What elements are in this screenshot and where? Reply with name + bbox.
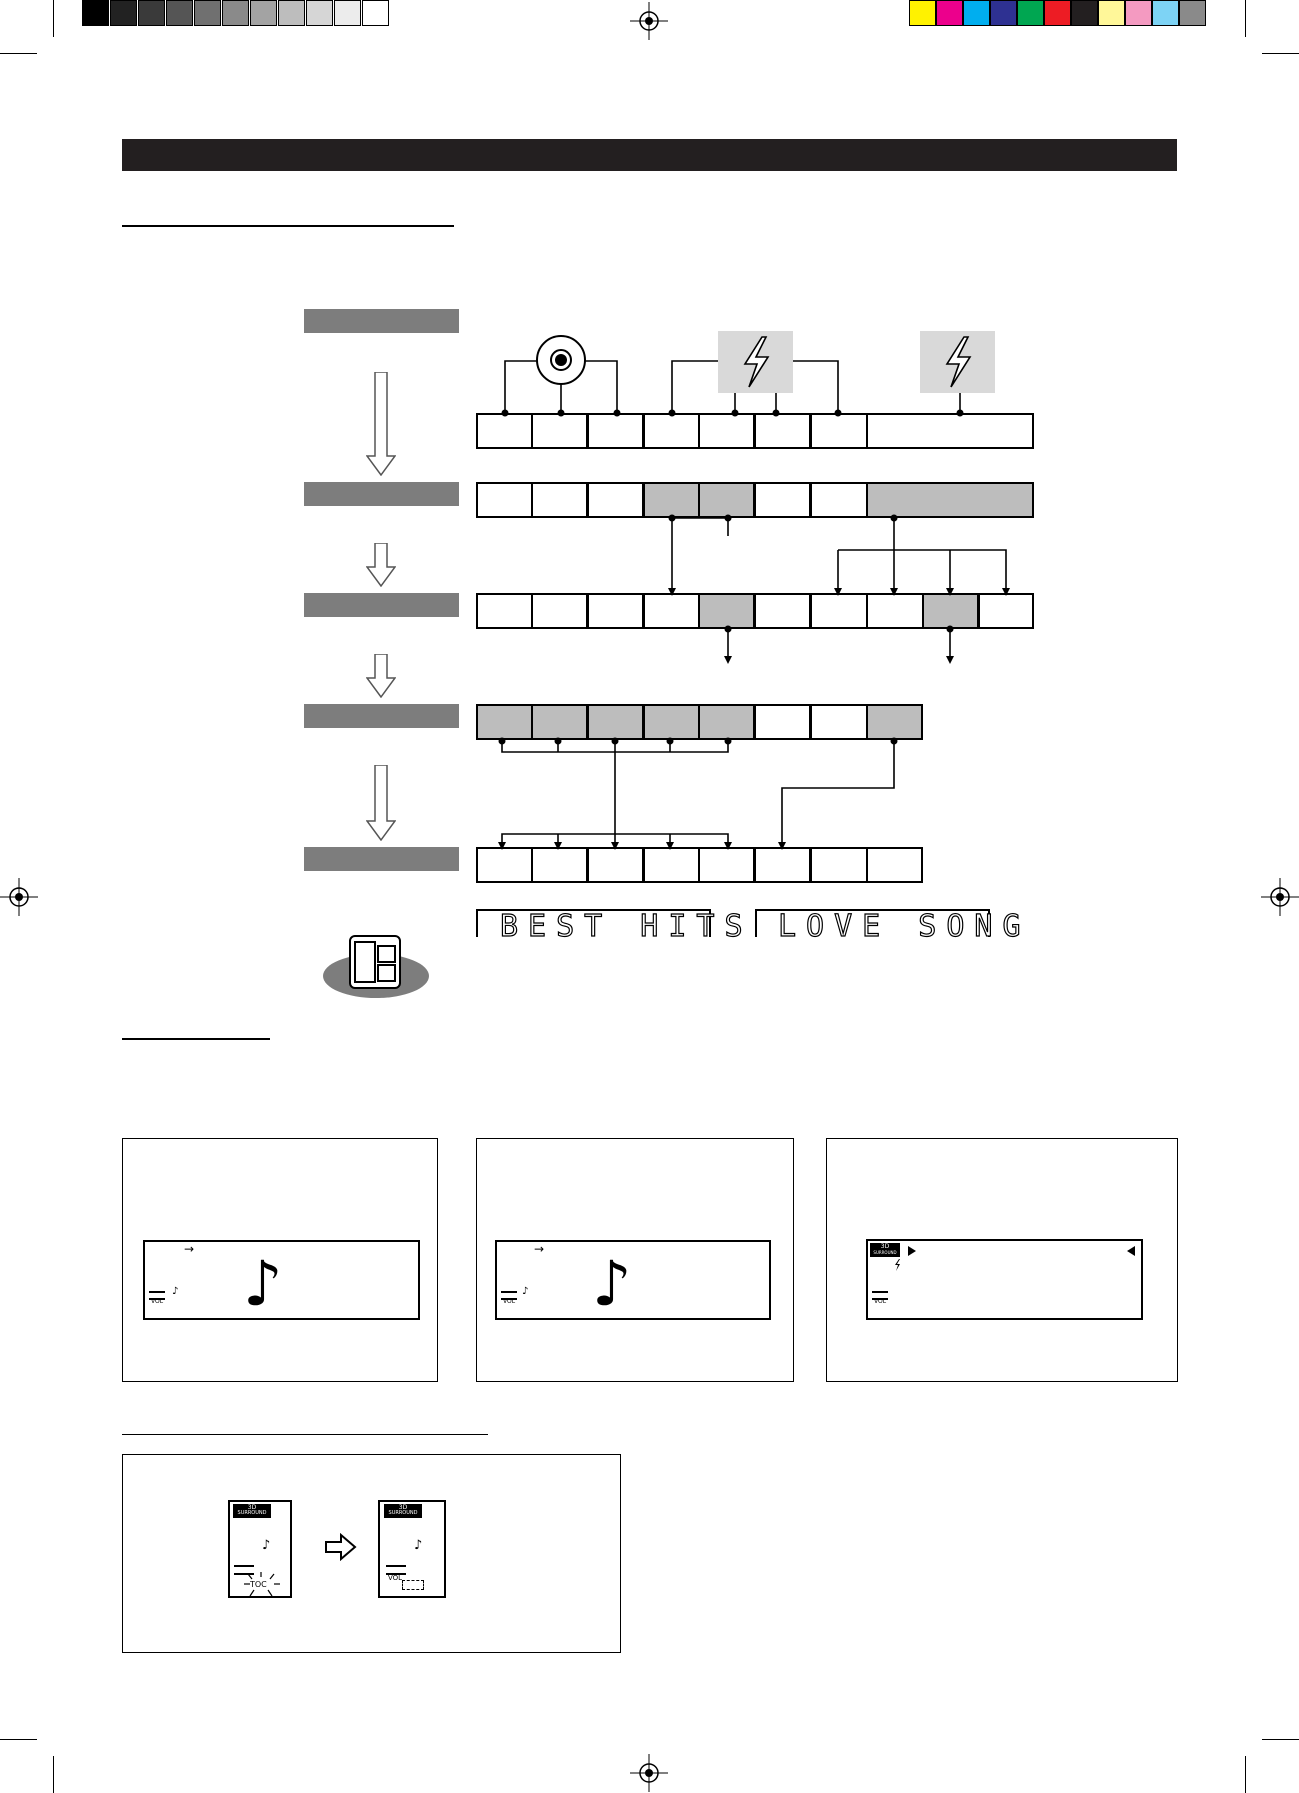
badge-3d: 3D xyxy=(247,1504,257,1511)
play-indicator-icon xyxy=(907,1245,917,1257)
badge-surround: SURROUND xyxy=(237,1510,267,1516)
right-arrow-icon xyxy=(325,1533,357,1561)
vol-label: VOL xyxy=(151,1298,164,1305)
remote-control-icon xyxy=(322,932,430,1000)
tone-arrow: → xyxy=(534,1242,545,1256)
crop-mark xyxy=(53,1756,54,1793)
crop-mark xyxy=(0,1739,37,1740)
vol-label: VOL xyxy=(874,1298,887,1305)
music-note-icon: ♪ xyxy=(243,1247,283,1320)
lcd-title-love-song: LOVE SONG xyxy=(778,909,1031,944)
vol-label: VOL xyxy=(388,1574,403,1582)
tone-arrow: → xyxy=(184,1242,195,1256)
badge-3d: 3D xyxy=(398,1504,408,1511)
note-small: ♪ xyxy=(414,1538,423,1553)
toc-label: TOC xyxy=(250,1580,267,1589)
note-small: ♪ xyxy=(172,1286,179,1297)
crop-mark xyxy=(1262,1739,1299,1740)
3d-surround-badge xyxy=(233,1504,271,1518)
note-small: ♪ xyxy=(522,1286,529,1297)
3d-surround-badge xyxy=(384,1504,422,1518)
crop-mark xyxy=(1245,1756,1246,1793)
section-underline xyxy=(122,1434,488,1435)
cd-disc-icon xyxy=(535,334,587,386)
badge-surround: SURROUND xyxy=(873,1250,897,1255)
blink-rays-icon xyxy=(236,1570,286,1598)
note-small: ♪ xyxy=(262,1538,271,1553)
music-note-icon: ♪ xyxy=(592,1247,632,1320)
empty-indicator xyxy=(402,1580,424,1590)
lcd-title-best-hits: BEST HITS xyxy=(500,909,753,944)
vol-label: VOL xyxy=(503,1298,516,1305)
toc-panel xyxy=(122,1454,621,1653)
reverse-indicator-icon xyxy=(1126,1245,1136,1257)
section-underline xyxy=(122,1038,270,1040)
3d-surround-badge xyxy=(870,1243,900,1257)
registration-mark-icon xyxy=(630,1754,668,1792)
lightning-small-icon xyxy=(893,1259,901,1271)
badge-3d: 3D xyxy=(880,1243,890,1250)
lightning-icon xyxy=(920,331,995,393)
lightning-icon xyxy=(718,331,793,393)
badge-surround: SURROUND xyxy=(388,1510,418,1516)
